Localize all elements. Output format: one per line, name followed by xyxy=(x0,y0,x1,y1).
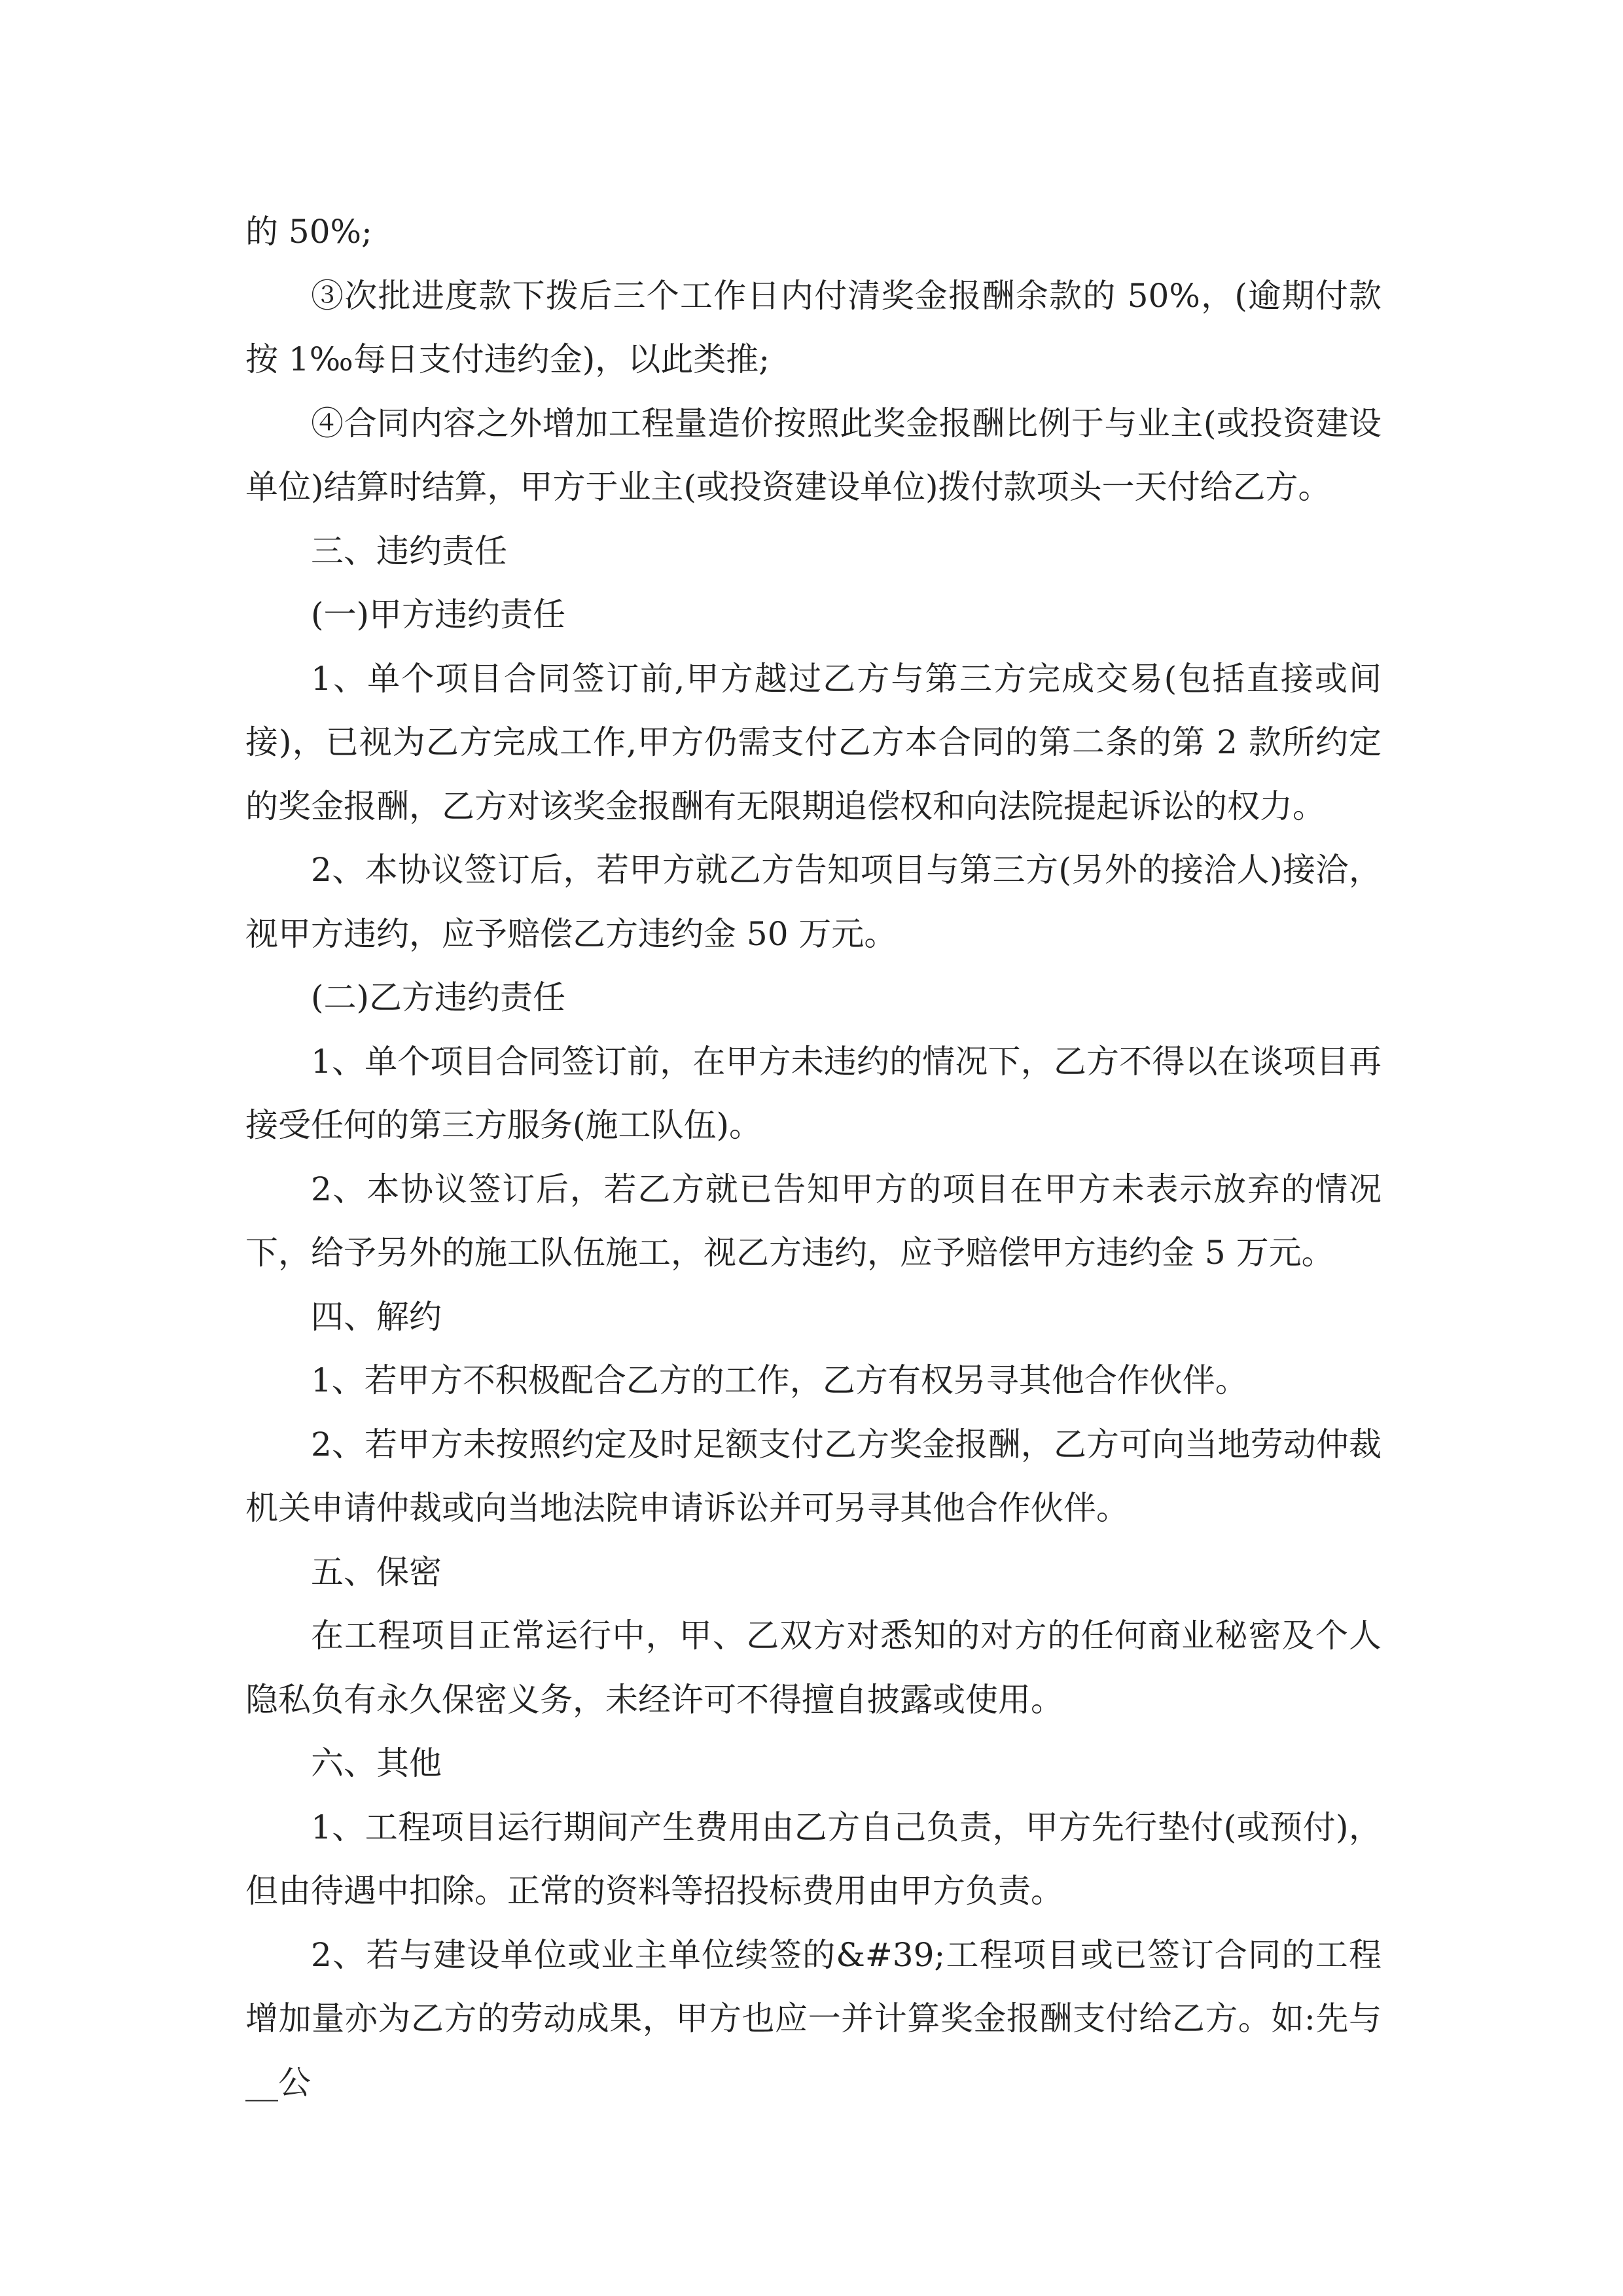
paragraph-termination-1: 1、若甲方不积极配合乙方的工作，乙方有权另寻其他合作伙伴。 xyxy=(311,1361,1248,1399)
paragraph-confidentiality: 在工程项目正常运行中，甲、乙双方对悉知的对方的任何商业秘密及个人隐私负有永久保密义务，未经许可不得擅自披露或使用。 xyxy=(245,1617,1382,1719)
subsection-heading-party-b: (二)乙方违约责任 xyxy=(311,978,566,1016)
document-body xyxy=(245,200,1382,2115)
paragraph-termination-2: 2、若甲方未按照约定及时足额支付乙方奖金报酬，乙方可向当地劳动仲裁机关申请仲裁或向当地法院申请诉讼并可另寻其他合作伙伴。 xyxy=(245,1425,1382,1527)
section-heading-breach: 三、违约责任 xyxy=(311,531,507,570)
paragraph-payment-4: ④合同内容之外增加工程量造价按照此奖金报酬比例于与业主(或投资建设单位)结算时结算，甲方于业主(或投资建设单位)拨付款项头一天付给乙方。 xyxy=(245,404,1382,506)
section-heading-confidentiality: 五、保密 xyxy=(311,1552,442,1591)
paragraph-party-b-2: 2、本协议签订后，若乙方就已告知甲方的项目在甲方未表示放弃的情况下，给予另外的施工队伍施工，视乙方违约，应予赔偿甲方违约金 5 万元。 xyxy=(245,1170,1382,1272)
subsection-heading-party-a: (一)甲方违约责任 xyxy=(311,596,566,634)
paragraph-payment-3: ③次批进度款下拨后三个工作日内付清奖金报酬余款的 50%，(逾期付款按 1‰每日支付违约金)，以此类推; xyxy=(245,276,1382,378)
section-heading-termination: 四、解约 xyxy=(311,1297,442,1336)
paragraph-party-a-1: 1、单个项目合同签订前,甲方越过乙方与第三方完成交易(包括直接或间接)，已视为乙方完成工作,甲方仍需支付乙方本合同的第二条的第 2 款所约定的奖金报酬，乙方对该奖金报酬有无限期追偿权和向法院提起诉讼的权力。 xyxy=(245,659,1382,825)
section-heading-other: 六、其他 xyxy=(311,1744,442,1782)
paragraph-other-1: 1、工程项目运行期间产生费用由乙方自己负责，甲方先行垫付(或预付)，但由待遇中扣除。正常的资料等招投标费用由甲方负责。 xyxy=(245,1808,1382,1910)
paragraph-party-b-1: 1、单个项目合同签订前，在甲方未违约的情况下，乙方不得以在谈项目再接受任何的第三方服务(施工队伍)。 xyxy=(245,1042,1382,1144)
paragraph-other-2: 2、若与建设单位或业主单位续签的&#39;工程项目或已签订合同的工程增加量亦为乙方的劳动成果，甲方也应一并计算奖金报酬支付给乙方。如:先与__公 xyxy=(245,1935,1382,2102)
paragraph-continuation: 的 50%; xyxy=(245,213,372,251)
paragraph-party-a-2: 2、本协议签订后，若甲方就乙方告知项目与第三方(另外的接洽人)接洽，视甲方违约，应予赔偿乙方违约金 50 万元。 xyxy=(245,851,1382,953)
